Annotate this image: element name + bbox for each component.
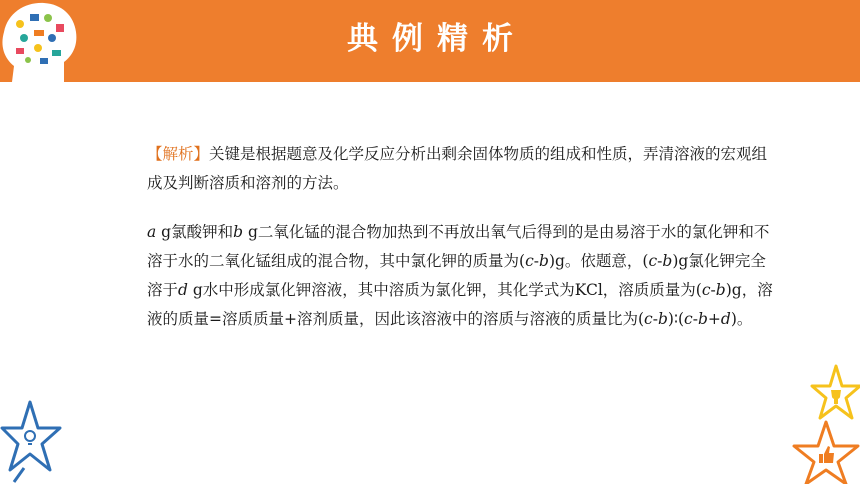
variable: b [697, 310, 708, 328]
text-segment: )g，溶液的质量=溶质质量+溶剂质量，因此该溶液中的溶质与溶液的质量比为( [147, 281, 773, 328]
text-segment: )g氯化钾完全溶于 [147, 252, 766, 299]
text-segment: - [657, 252, 663, 270]
variable: b [539, 252, 549, 270]
thumbs-up-star-icon [788, 420, 860, 484]
text-segment: g水中形成氯化钾溶液，其中溶质为氯化钾，其化学式为KCl，溶质质量为( [187, 281, 702, 299]
variable: b [715, 281, 726, 299]
variable: c [644, 310, 653, 328]
variable: c [684, 310, 693, 328]
solution-paragraph [147, 218, 777, 334]
text-segment: )g。依题意，( [548, 252, 649, 270]
trophy-star-icon [808, 364, 860, 426]
variable: d [178, 281, 188, 299]
content-area [147, 140, 777, 334]
text-segment: + [707, 310, 721, 328]
text-segment: - [710, 281, 716, 299]
text-segment: - [652, 310, 658, 328]
text-segment: - [692, 310, 698, 328]
page-title: 典例精析 [347, 21, 527, 57]
variable: b [233, 223, 244, 241]
header-banner [0, 0, 860, 82]
variable: b [657, 310, 668, 328]
variable: c [525, 252, 534, 270]
text-segment: - [533, 252, 539, 270]
analysis-text: 关键是根据题意及化学反应分析出剩余固体物质的组成和性质，弄清溶液的宏观组成及判断溶质和溶剂的方法。 [147, 145, 768, 192]
variable: a [147, 223, 157, 241]
variable: c [648, 252, 658, 270]
variable: d [720, 310, 731, 328]
text-segment: g二氧化锰的混合物加热到不再放出氧气后得到的是由易溶于水的氯化钾和不溶于水的二氧化锰组成的混合物，其中氯化钾的质量为( [147, 223, 770, 270]
variable: c [701, 281, 711, 299]
analysis-paragraph [147, 140, 777, 198]
variable: b [662, 252, 673, 270]
text-segment: )。 [730, 310, 753, 328]
lightbulb-star-icon [0, 398, 62, 484]
analysis-tag: 【解析】 [147, 145, 210, 163]
text-segment: g氯酸钾和 [156, 223, 234, 241]
text-segment: )∶( [667, 310, 685, 328]
